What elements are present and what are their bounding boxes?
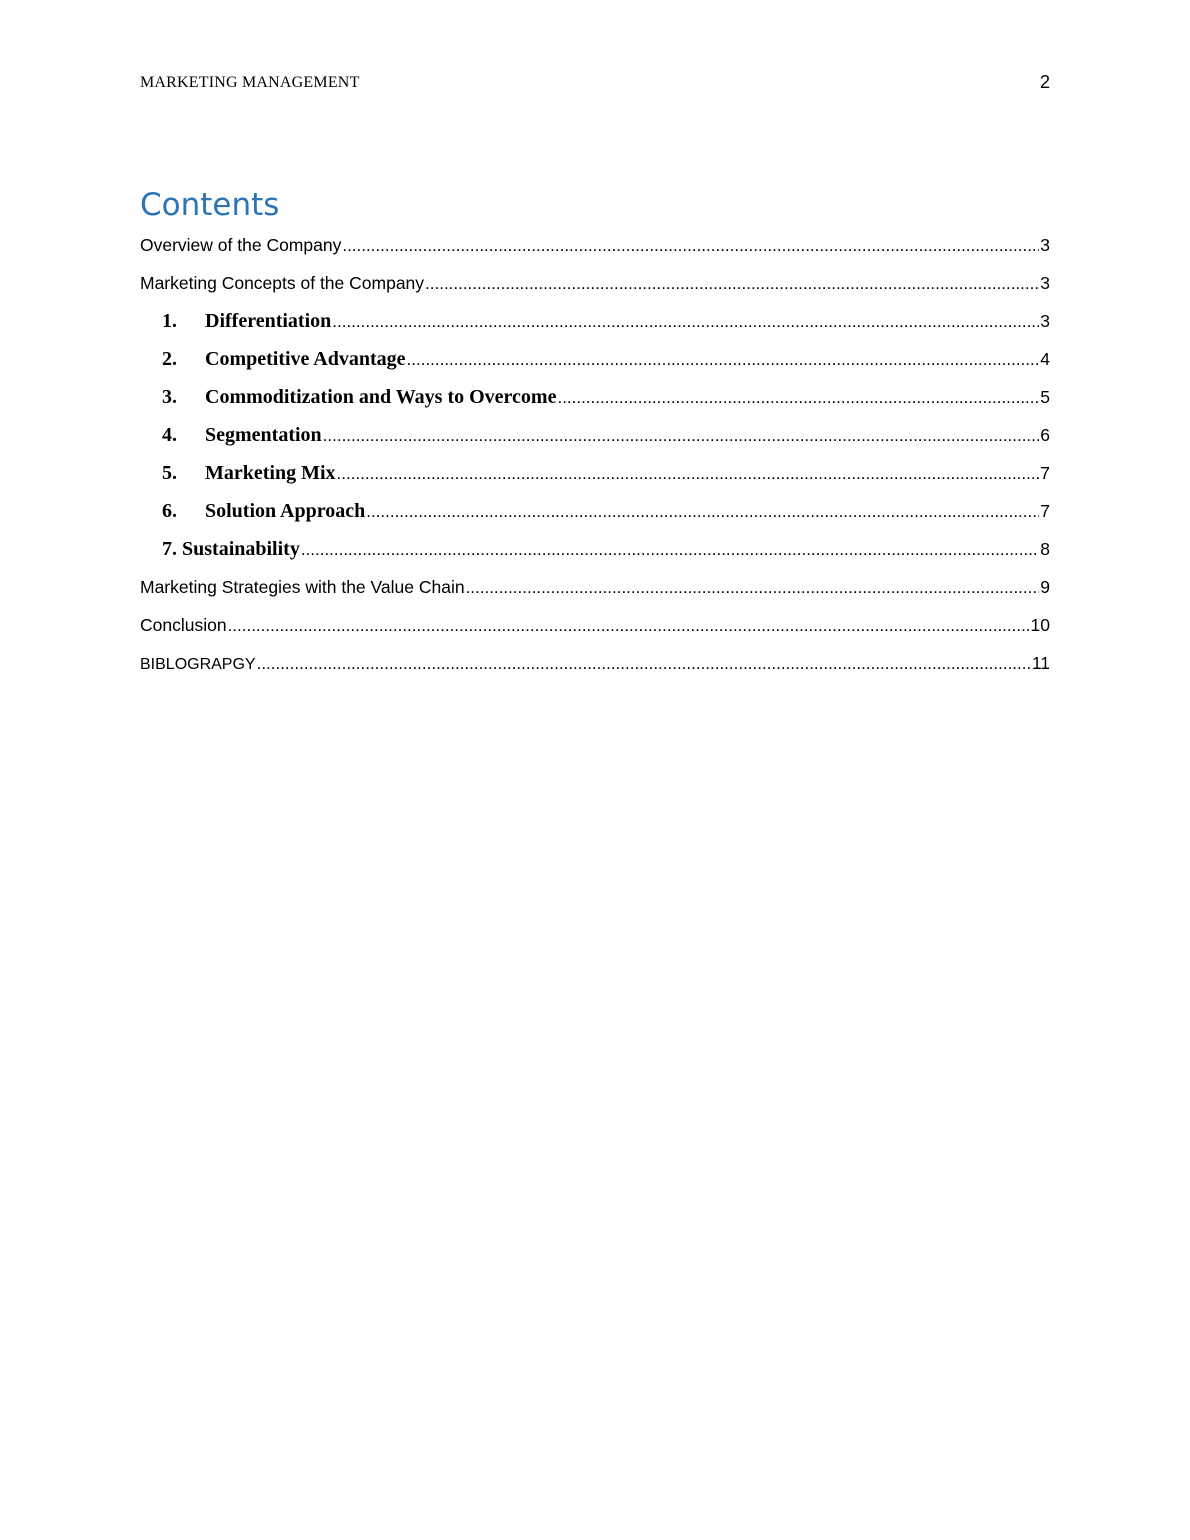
toc-entry-number: 5. bbox=[162, 462, 177, 484]
toc-entry-label[interactable]: Differentiation bbox=[205, 310, 332, 332]
toc-entry-number: 1. bbox=[162, 310, 177, 332]
toc-entry-label[interactable]: Marketing Concepts of the Company bbox=[140, 273, 425, 293]
toc-entry-overview[interactable] bbox=[140, 232, 1050, 270]
toc-entry-commoditization[interactable] bbox=[140, 384, 1050, 422]
toc-dot-leader bbox=[301, 537, 1039, 563]
running-head: MARKETING MANAGEMENT bbox=[140, 74, 360, 91]
toc-dot-leader bbox=[557, 385, 1039, 411]
toc-entry-page[interactable]: 7 bbox=[1040, 501, 1050, 521]
toc-entry-number: 2. bbox=[162, 348, 177, 370]
toc-entry-page[interactable]: 3 bbox=[1040, 235, 1050, 255]
page-number: 2 bbox=[1039, 72, 1050, 92]
toc-entry-solution-approach[interactable] bbox=[140, 498, 1050, 536]
toc-entry-competitive-advantage[interactable] bbox=[140, 346, 1050, 384]
toc-entry-label[interactable]: 7. Sustainability bbox=[162, 538, 300, 560]
toc-entry-page[interactable]: 8 bbox=[1040, 539, 1050, 559]
toc-dot-leader bbox=[323, 423, 1040, 449]
toc-entry-label[interactable]: Marketing Mix bbox=[205, 462, 336, 484]
toc-entry-label[interactable]: Overview of the Company bbox=[140, 235, 342, 255]
toc-entry-differentiation[interactable] bbox=[140, 308, 1050, 346]
table-of-contents bbox=[140, 232, 1050, 688]
toc-dot-leader bbox=[228, 613, 1030, 639]
toc-entry-marketing-mix[interactable] bbox=[140, 460, 1050, 498]
toc-entry-page[interactable]: 10 bbox=[1030, 615, 1050, 635]
toc-entry-page[interactable]: 11 bbox=[1031, 653, 1050, 673]
toc-entry-bibliography[interactable] bbox=[140, 650, 1050, 688]
toc-entry-marketing-concepts[interactable] bbox=[140, 270, 1050, 308]
toc-dot-leader bbox=[332, 309, 1039, 335]
toc-entry-label[interactable]: Segmentation bbox=[205, 424, 322, 446]
toc-entry-page[interactable]: 7 bbox=[1040, 463, 1050, 483]
toc-entry-page[interactable]: 9 bbox=[1040, 577, 1050, 597]
toc-entry-number: 6. bbox=[162, 500, 177, 522]
toc-dot-leader bbox=[407, 347, 1040, 373]
toc-entry-page[interactable]: 6 bbox=[1040, 425, 1050, 445]
toc-entry-label[interactable]: Competitive Advantage bbox=[205, 348, 406, 370]
toc-dot-leader bbox=[257, 651, 1031, 677]
toc-entry-label[interactable]: Commoditization and Ways to Overcome bbox=[205, 386, 557, 408]
toc-dot-leader bbox=[337, 461, 1040, 487]
toc-entry-page[interactable]: 5 bbox=[1040, 387, 1050, 407]
toc-entry-sustainability[interactable] bbox=[140, 536, 1050, 574]
toc-entry-conclusion[interactable] bbox=[140, 612, 1050, 650]
toc-entry-label[interactable]: Marketing Strategies with the Value Chain bbox=[140, 577, 465, 597]
toc-dot-leader bbox=[366, 499, 1039, 525]
toc-dot-leader bbox=[425, 271, 1039, 297]
toc-entry-label[interactable]: Solution Approach bbox=[205, 500, 366, 522]
toc-entry-page[interactable]: 4 bbox=[1040, 349, 1050, 369]
toc-entry-label[interactable]: BIBLOGRAPGY bbox=[140, 656, 256, 673]
toc-dot-leader bbox=[342, 233, 1039, 259]
toc-entry-value-chain[interactable] bbox=[140, 574, 1050, 612]
toc-entry-page[interactable]: 3 bbox=[1040, 311, 1050, 331]
toc-entry-segmentation[interactable] bbox=[140, 422, 1050, 460]
toc-title: Contents bbox=[140, 187, 280, 223]
toc-entry-label[interactable]: Conclusion bbox=[140, 615, 227, 635]
toc-dot-leader bbox=[466, 575, 1040, 601]
toc-entry-number: 3. bbox=[162, 386, 177, 408]
toc-entry-number: 4. bbox=[162, 424, 177, 446]
toc-entry-page[interactable]: 3 bbox=[1040, 273, 1050, 293]
